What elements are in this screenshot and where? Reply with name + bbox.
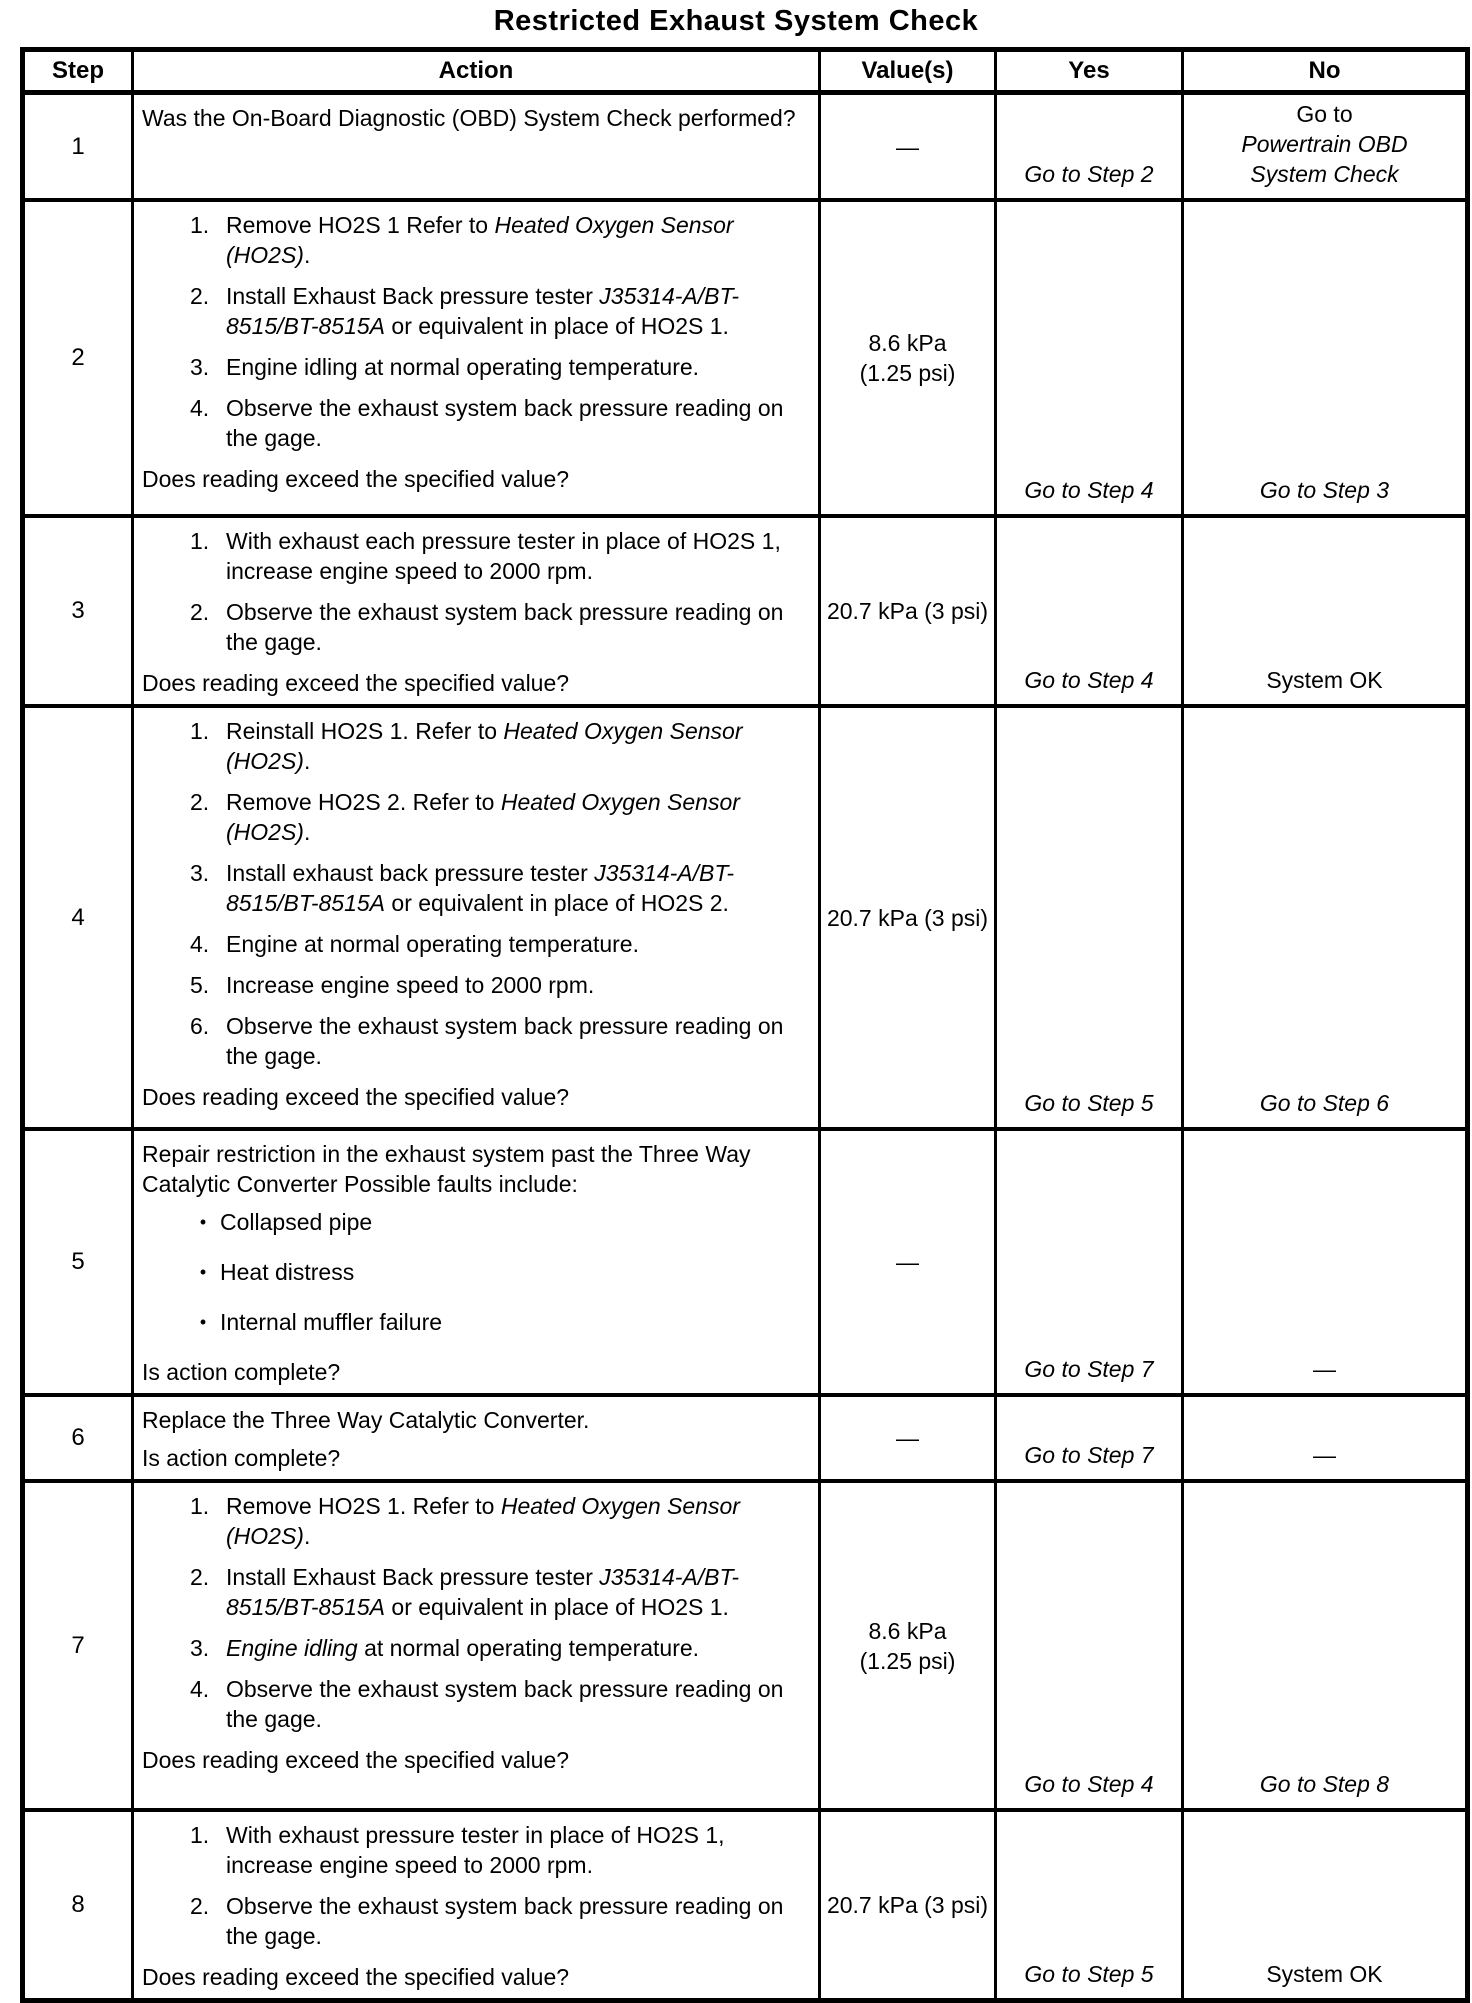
text: With exhaust each pressure tester in place of HO2S 1, increase engine speed to 2000 rpm. — [226, 528, 781, 584]
yes-cell — [996, 516, 1183, 706]
item-number: 3. — [190, 1635, 210, 1661]
action-cell — [133, 1810, 820, 2001]
italic-text: Heated Oxygen Sensor (HO2S) — [226, 1493, 740, 1549]
value-cell — [820, 706, 996, 1129]
table-header — [23, 50, 1468, 93]
yes-cell — [996, 200, 1183, 516]
text: Install Exhaust Back pressure tester — [226, 283, 600, 309]
no-cell — [1183, 706, 1468, 1129]
yes-line: Go to Step 2 — [1024, 161, 1154, 187]
action-cell — [133, 1481, 820, 1810]
no-line: Go to Step 3 — [1259, 477, 1390, 503]
step-cell: 1 — [23, 93, 133, 201]
no-cell — [1183, 1481, 1468, 1810]
item-text — [226, 393, 808, 453]
no-line: — — [1313, 1442, 1336, 1468]
text: . — [303, 1523, 311, 1549]
no-cell — [1183, 516, 1468, 706]
bullet-text: Internal muffler failure — [220, 1309, 443, 1335]
no-line: Go to — [1296, 101, 1353, 127]
step-cell: 3 — [23, 516, 133, 706]
value-line: 8.6 kPa — [868, 330, 947, 356]
yes-cell — [996, 706, 1183, 1129]
yes-cell — [996, 1481, 1183, 1810]
action-cell — [133, 1395, 820, 1481]
no-line: Powertrain OBD — [1241, 131, 1408, 157]
text: Remove HO2S 1 Refer to — [226, 212, 495, 238]
text: Reinstall HO2S 1. Refer to — [226, 718, 504, 744]
yes-line: Go to Step 5 — [1024, 1090, 1154, 1116]
item-text — [226, 1820, 808, 1880]
text: Install exhaust back pressure tester — [226, 860, 595, 886]
table-row — [23, 1481, 1468, 1810]
bullet-icon: • — [199, 1212, 207, 1232]
value-line: — — [896, 1425, 919, 1451]
table-row — [23, 200, 1468, 516]
action-cell — [133, 706, 820, 1129]
action-intro — [142, 103, 808, 133]
text: or equivalent in place of HO2S 1. — [385, 313, 729, 339]
action-numbered-item — [190, 352, 808, 382]
no-cell — [1183, 200, 1468, 516]
text: Replace the Three Way Catalytic Converter. — [142, 1407, 590, 1433]
value-cell — [820, 1129, 996, 1395]
item-text — [226, 597, 808, 657]
item-text — [226, 970, 808, 1000]
action-numbered-item — [190, 1820, 808, 1880]
yes-line: Go to Step 4 — [1024, 1771, 1154, 1797]
step-cell: 7 — [23, 1481, 133, 1810]
item-text — [226, 1011, 808, 1071]
text: Observe the exhaust system back pressure reading on the gage. — [226, 1893, 784, 1949]
value-line: 8.6 kPa — [868, 1617, 947, 1644]
no-line: — — [1313, 1356, 1336, 1382]
value-line: 20.7 kPa (3 psi) — [826, 1892, 989, 1918]
text: Observe the exhaust system back pressure reading on the gage. — [226, 395, 784, 451]
item-number: 2. — [190, 789, 210, 815]
step-cell: 6 — [23, 1395, 133, 1481]
item-text — [226, 716, 808, 776]
item-text — [226, 858, 808, 918]
item-number: 3. — [190, 354, 210, 380]
value-cell — [820, 93, 996, 201]
header-action: Action — [133, 50, 820, 93]
item-number: 3. — [190, 860, 210, 886]
no-line: System Check — [1250, 161, 1399, 187]
text: With exhaust pressure tester in place of HO2S 1, increase engine speed to 2000 rpm. — [226, 1822, 725, 1878]
action-intro — [142, 1405, 808, 1435]
bullet-text: Heat distress — [220, 1259, 355, 1285]
action-numbered-item — [190, 1562, 808, 1622]
item-number: 6. — [190, 1013, 210, 1039]
action-numbered-item — [190, 1011, 808, 1071]
action-question: Does reading exceed the specified value? — [142, 1747, 570, 1773]
action-bullet-item — [186, 1307, 808, 1337]
no-line: System OK — [1266, 1961, 1383, 1987]
text: Engine at normal operating temperature. — [226, 931, 639, 957]
header-yes: Yes — [996, 50, 1183, 93]
text: Repair restriction in the exhaust system past the Three Way Catalytic Converter Possible faults include: — [142, 1141, 751, 1197]
action-cell — [133, 516, 820, 706]
text: . — [303, 748, 311, 774]
page-title: Restricted Exhaust System Check — [493, 5, 979, 37]
item-text — [226, 1891, 808, 1951]
italic-text: Engine idling — [226, 1635, 358, 1661]
text: . — [303, 819, 311, 845]
action-numbered-item — [190, 526, 808, 586]
bullet-text: Collapsed pipe — [220, 1209, 373, 1235]
item-number: 4. — [190, 931, 210, 957]
action-numbered-item — [190, 858, 808, 918]
yes-line: Go to Step 4 — [1024, 667, 1154, 693]
action-numbered-item — [190, 281, 808, 341]
yes-cell — [996, 1129, 1183, 1395]
item-number: 2. — [190, 1893, 210, 1919]
italic-text: J35314-A/BT-8515/BT-8515A — [226, 860, 734, 916]
item-text — [226, 929, 808, 959]
value-cell — [820, 1810, 996, 2001]
table-row — [23, 1395, 1468, 1481]
action-cell — [133, 200, 820, 516]
text: Remove HO2S 2. Refer to — [226, 789, 501, 815]
value-cell — [820, 516, 996, 706]
text: or equivalent in place of HO2S 2. — [385, 890, 729, 916]
value-line: 20.7 kPa (3 psi) — [826, 904, 989, 931]
item-number: 2. — [190, 283, 210, 309]
value-line: 20.7 kPa (3 psi) — [826, 598, 989, 624]
action-bullet-item — [186, 1257, 808, 1287]
text: Observe the exhaust system back pressure reading on the gage. — [226, 599, 784, 655]
item-number: 2. — [190, 599, 210, 625]
italic-text: Heated Oxygen Sensor (HO2S) — [226, 789, 740, 845]
yes-line: Go to Step 7 — [1024, 1442, 1154, 1468]
yes-line: Go to Step 5 — [1024, 1961, 1154, 1987]
text: or equivalent in place of HO2S 1. — [385, 1594, 729, 1620]
value-line: (1.25 psi) — [859, 1647, 956, 1674]
item-number: 4. — [190, 1676, 210, 1702]
action-numbered-item — [190, 1633, 808, 1663]
text: at normal operating temperature. — [357, 1635, 700, 1661]
yes-line: Go to Step 7 — [1024, 1356, 1154, 1382]
step-cell: 5 — [23, 1129, 133, 1395]
action-numbered-item — [190, 1491, 808, 1551]
header-no: No — [1183, 50, 1468, 93]
table-body — [23, 93, 1468, 2001]
action-numbered-item — [190, 393, 808, 453]
action-numbered-item — [190, 210, 808, 270]
action-numbered-item — [190, 1674, 808, 1734]
item-number: 1. — [190, 528, 210, 554]
text: Remove HO2S 1. Refer to — [226, 1493, 501, 1519]
restricted-exhaust-check-table — [20, 47, 1470, 2003]
step-cell: 8 — [23, 1810, 133, 2001]
no-line: System OK — [1266, 667, 1383, 693]
action-bullet-item — [186, 1207, 808, 1237]
item-text — [226, 210, 808, 270]
action-intro — [142, 1139, 808, 1199]
item-text — [226, 1674, 808, 1734]
action-numbered-item — [190, 929, 808, 959]
value-line: — — [896, 1249, 919, 1275]
action-numbered-item — [190, 1891, 808, 1951]
item-text — [226, 281, 808, 341]
action-cell — [133, 1129, 820, 1395]
item-text — [226, 526, 808, 586]
action-question: Is action complete? — [142, 1359, 341, 1385]
table-row — [23, 1810, 1468, 2001]
yes-cell — [996, 1810, 1183, 2001]
action-numbered-item — [190, 597, 808, 657]
header-values: Value(s) — [820, 50, 996, 93]
item-number: 1. — [190, 1822, 210, 1848]
text: Install Exhaust Back pressure tester — [226, 1564, 600, 1590]
no-cell — [1183, 1810, 1468, 2001]
action-numbered-item — [190, 787, 808, 847]
item-text — [226, 352, 808, 382]
text: Engine idling at normal operating temperature. — [226, 354, 700, 380]
text: Observe the exhaust system back pressure reading on the gage. — [226, 1013, 784, 1069]
action-question: Does reading exceed the specified value? — [142, 670, 570, 696]
bullet-icon: • — [199, 1262, 207, 1282]
value-cell — [820, 200, 996, 516]
table-row — [23, 516, 1468, 706]
action-numbered-item — [190, 970, 808, 1000]
value-cell — [820, 1481, 996, 1810]
step-cell: 2 — [23, 200, 133, 516]
action-question: Does reading exceed the specified value? — [142, 1964, 570, 1990]
item-text — [226, 1562, 808, 1622]
table-row — [23, 93, 1468, 201]
header-row — [23, 50, 1468, 93]
no-cell — [1183, 1129, 1468, 1395]
item-number: 1. — [190, 212, 210, 238]
item-number: 2. — [190, 1564, 210, 1590]
no-cell — [1183, 1395, 1468, 1481]
item-text — [226, 787, 808, 847]
italic-text: Heated Oxygen Sensor (HO2S) — [226, 212, 734, 268]
italic-text: Heated Oxygen Sensor (HO2S) — [226, 718, 743, 774]
no-line: Go to Step 6 — [1259, 1090, 1390, 1116]
yes-line: Go to Step 4 — [1024, 477, 1154, 503]
action-cell — [133, 93, 820, 201]
italic-text: J35314-A/BT-8515/BT-8515A — [226, 1564, 740, 1620]
text: Was the On-Board Diagnostic (OBD) System Check performed? — [142, 105, 796, 131]
step-cell: 4 — [23, 706, 133, 1129]
no-line: Go to Step 8 — [1259, 1771, 1390, 1797]
value-cell — [820, 1395, 996, 1481]
item-number: 4. — [190, 395, 210, 421]
yes-cell — [996, 1395, 1183, 1481]
value-line: — — [896, 133, 919, 160]
action-question: Is action complete? — [142, 1445, 341, 1471]
text: Observe the exhaust system back pressure reading on the gage. — [226, 1676, 784, 1732]
item-number: 1. — [190, 718, 210, 744]
item-number: 5. — [190, 972, 210, 998]
text: . — [303, 242, 311, 268]
action-question: Does reading exceed the specified value? — [142, 466, 570, 492]
header-step: Step — [23, 50, 133, 93]
action-question: Does reading exceed the specified value? — [142, 1084, 570, 1110]
text: Increase engine speed to 2000 rpm. — [226, 972, 595, 998]
no-cell — [1183, 93, 1468, 201]
italic-text: J35314-A/BT-8515/BT-8515A — [226, 283, 740, 339]
item-text — [226, 1633, 808, 1663]
bullet-icon: • — [199, 1312, 207, 1332]
item-number: 1. — [190, 1493, 210, 1519]
yes-cell — [996, 93, 1183, 201]
action-numbered-item — [190, 716, 808, 776]
table-row — [23, 1129, 1468, 1395]
value-line: (1.25 psi) — [859, 360, 956, 386]
table-row — [23, 706, 1468, 1129]
item-text — [226, 1491, 808, 1551]
